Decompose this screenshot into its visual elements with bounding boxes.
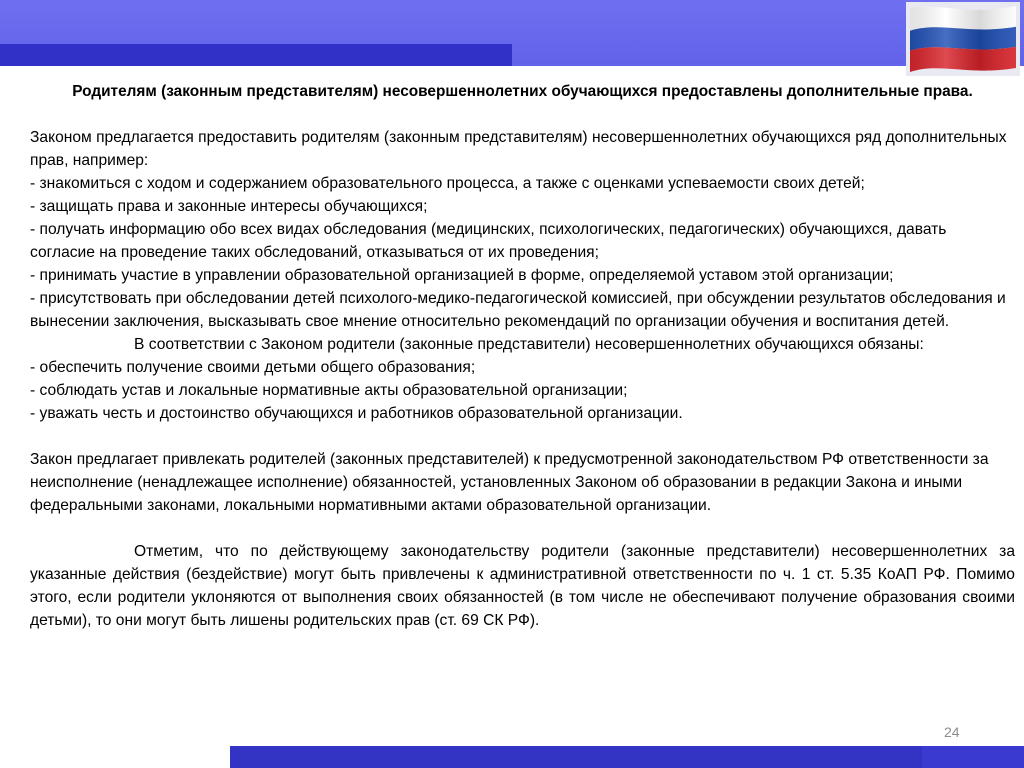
spacer [30,517,1015,540]
duties-item: - соблюдать устав и локальные нормативные акты образовательной организации; [30,382,628,399]
top-banner-accent [0,44,512,66]
duties-intro: В соответствии с Законом родители (законные представители) несовершеннолетних обучающихся обязаны: [134,336,924,353]
responsibility-paragraph: Закон предлагает привлекать родителей (законных представителей) к предусмотренной законодательством РФ ответственности за неисполнение (ненадлежащее исполнение) обязанностей, установленных Законом об образовании в редакции Закона и иными федеральными законами, локальными нормативными актами образовательной организации. [30,451,989,514]
duties-item: - уважать честь и достоинство обучающихся и работников образовательной организации. [30,405,683,422]
rights-intro: Законом предлагается предоставить родителям (законным представителям) несовершеннолетних обучающихся ряд дополнительных прав, например: [30,129,1007,169]
rights-item: - знакомиться с ходом и содержанием образовательного процесса, а также с оценками успеваемости своих детей; [30,175,865,192]
slide-content [30,80,1015,632]
rights-item: - присутствовать при обследовании детей психолого-медико-педагогической комиссией, при обсуждении результатов обследования и вынесении заключения, высказывать свое мнение относительно рекомендаций по организации обучения и воспитания детей. [30,290,1006,330]
rights-item: - защищать права и законные интересы обучающихся; [30,198,428,215]
duties-item: - обеспечить получение своими детьми общего образования; [30,359,476,376]
bottom-banner-accent [922,746,1024,768]
spacer [30,425,1015,448]
note-paragraph: Отметим, что по действующему законодательству родители (законные представители) несовершеннолетних за указанные действия (бездействие) могут быть привлечены к административной ответственности по ч. 1 ст. 5.35 КоАП РФ. Помимо этого, если родители уклоняются от выполнения своих обязанностей (в том числе не обеспечивают получение образования своими детьми), то они могут быть лишены родительских прав (ст. 69 СК РФ). [30,543,1015,629]
bottom-banner [230,746,922,768]
russian-flag-icon [906,2,1020,76]
page-number: 24 [944,724,960,740]
slide-heading: Родителям (законным представителям) несовершеннолетних обучающихся предоставлены дополнительные права. [72,83,973,100]
rights-item: - получать информацию обо всех видах обследования (медицинских, психологических, педагогических) обучающихся, давать согласие на проведение таких обследований, отказываться от их проведения; [30,221,947,261]
rights-item: - принимать участие в управлении образовательной организацией в форме, определяемой уставом этой организации; [30,267,894,284]
